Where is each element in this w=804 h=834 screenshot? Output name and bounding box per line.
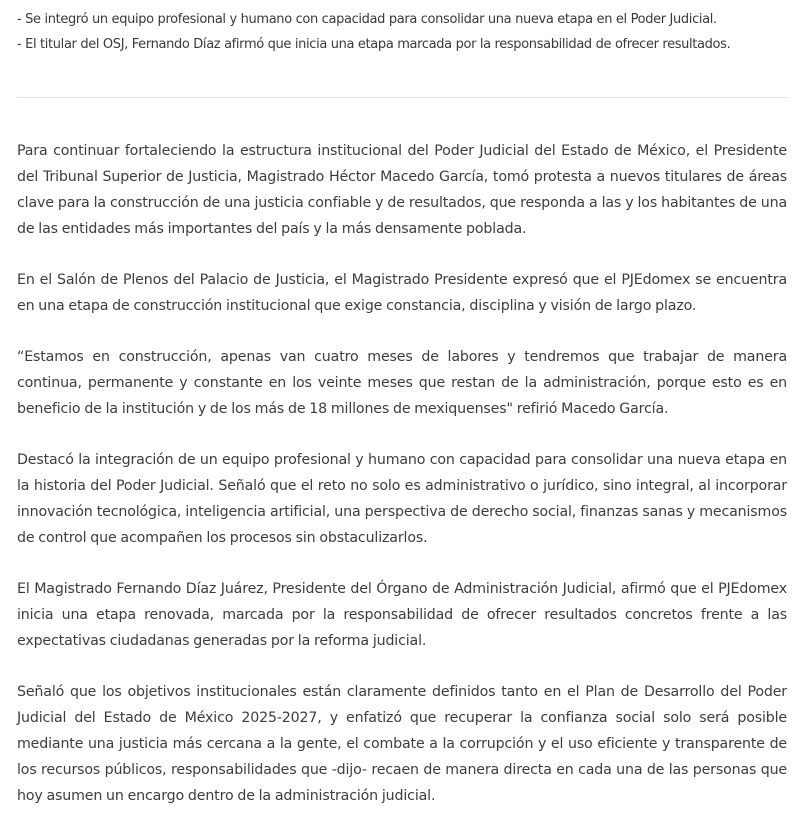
summary-bullet: - El titular del OSJ, Fernando Díaz afirmó que inicia una etapa marcada por la responsabilidad de ofrecer resultados.: [17, 36, 731, 52]
article-paragraph: Destacó la integración de un equipo profesional y humano con capacidad para consolidar una nueva etapa en la historia del Poder Judicial. Señaló que el reto no solo es administrativo o jurídico, sino integral, al incorporar innovación tecnológica, inteligencia artificial, una perspectiva de derecho social, finanzas sanas y mecanismos de control que acompañen los procesos sin obstaculizarlos.: [17, 452, 787, 546]
article-paragraph: En el Salón de Plenos del Palacio de Justicia, el Magistrado Presidente expresó que el PJEdomex se encuentra en una etapa de construcción institucional que exige constancia, disciplina y visión de largo plazo.: [17, 272, 787, 314]
article-body: [17, 138, 787, 834]
summary-bullet: - Se integró un equipo profesional y humano con capacidad para consolidar una nueva etapa en el Poder Judicial.: [17, 12, 717, 27]
article-summary: [17, 8, 797, 57]
section-divider: [17, 97, 787, 98]
article-paragraph: El Magistrado Fernando Díaz Juárez, Presidente del Órgano de Administración Judicial, afirmó que el PJEdomex inicia una etapa renovada, marcada por la responsabilidad de ofrecer resultados concretos frente a las expectativas ciudadanas generadas por la reforma judicial.: [17, 581, 787, 649]
article-paragraph: Para continuar fortaleciendo la estructura institucional del Poder Judicial del Estado de México, el Presidente del Tribunal Superior de Justicia, Magistrado Héctor Macedo García, tomó protesta a nuevos titulares de áreas clave para la construcción de una justicia confiable y de resultados, que responda a las y los habitantes de una de las entidades más importantes del país y la más densamente poblada.: [17, 143, 787, 237]
article-paragraph: “Estamos en construcción, apenas van cuatro meses de labores y tendremos que trabajar de manera continua, permanente y constante en los veinte meses que restan de la administración, porque esto es en beneficio de la institución y de los más de 18 millones de mexiquenses" refirió Macedo García.: [17, 349, 787, 417]
article-paragraph: Señaló que los objetivos institucionales están claramente definidos tanto en el Plan de Desarrollo del Poder Judicial del Estado de México 2025-2027, y enfatizó que recuperar la confianza social solo será posible mediante una justicia más cercana a la gente, el combate a la corrupción y el uso eficiente y transparente de los recursos públicos, responsabilidades que -dijo- recaen de manera directa en cada una de las personas que hoy asumen un encargo dentro de la administración judicial.: [17, 684, 787, 804]
